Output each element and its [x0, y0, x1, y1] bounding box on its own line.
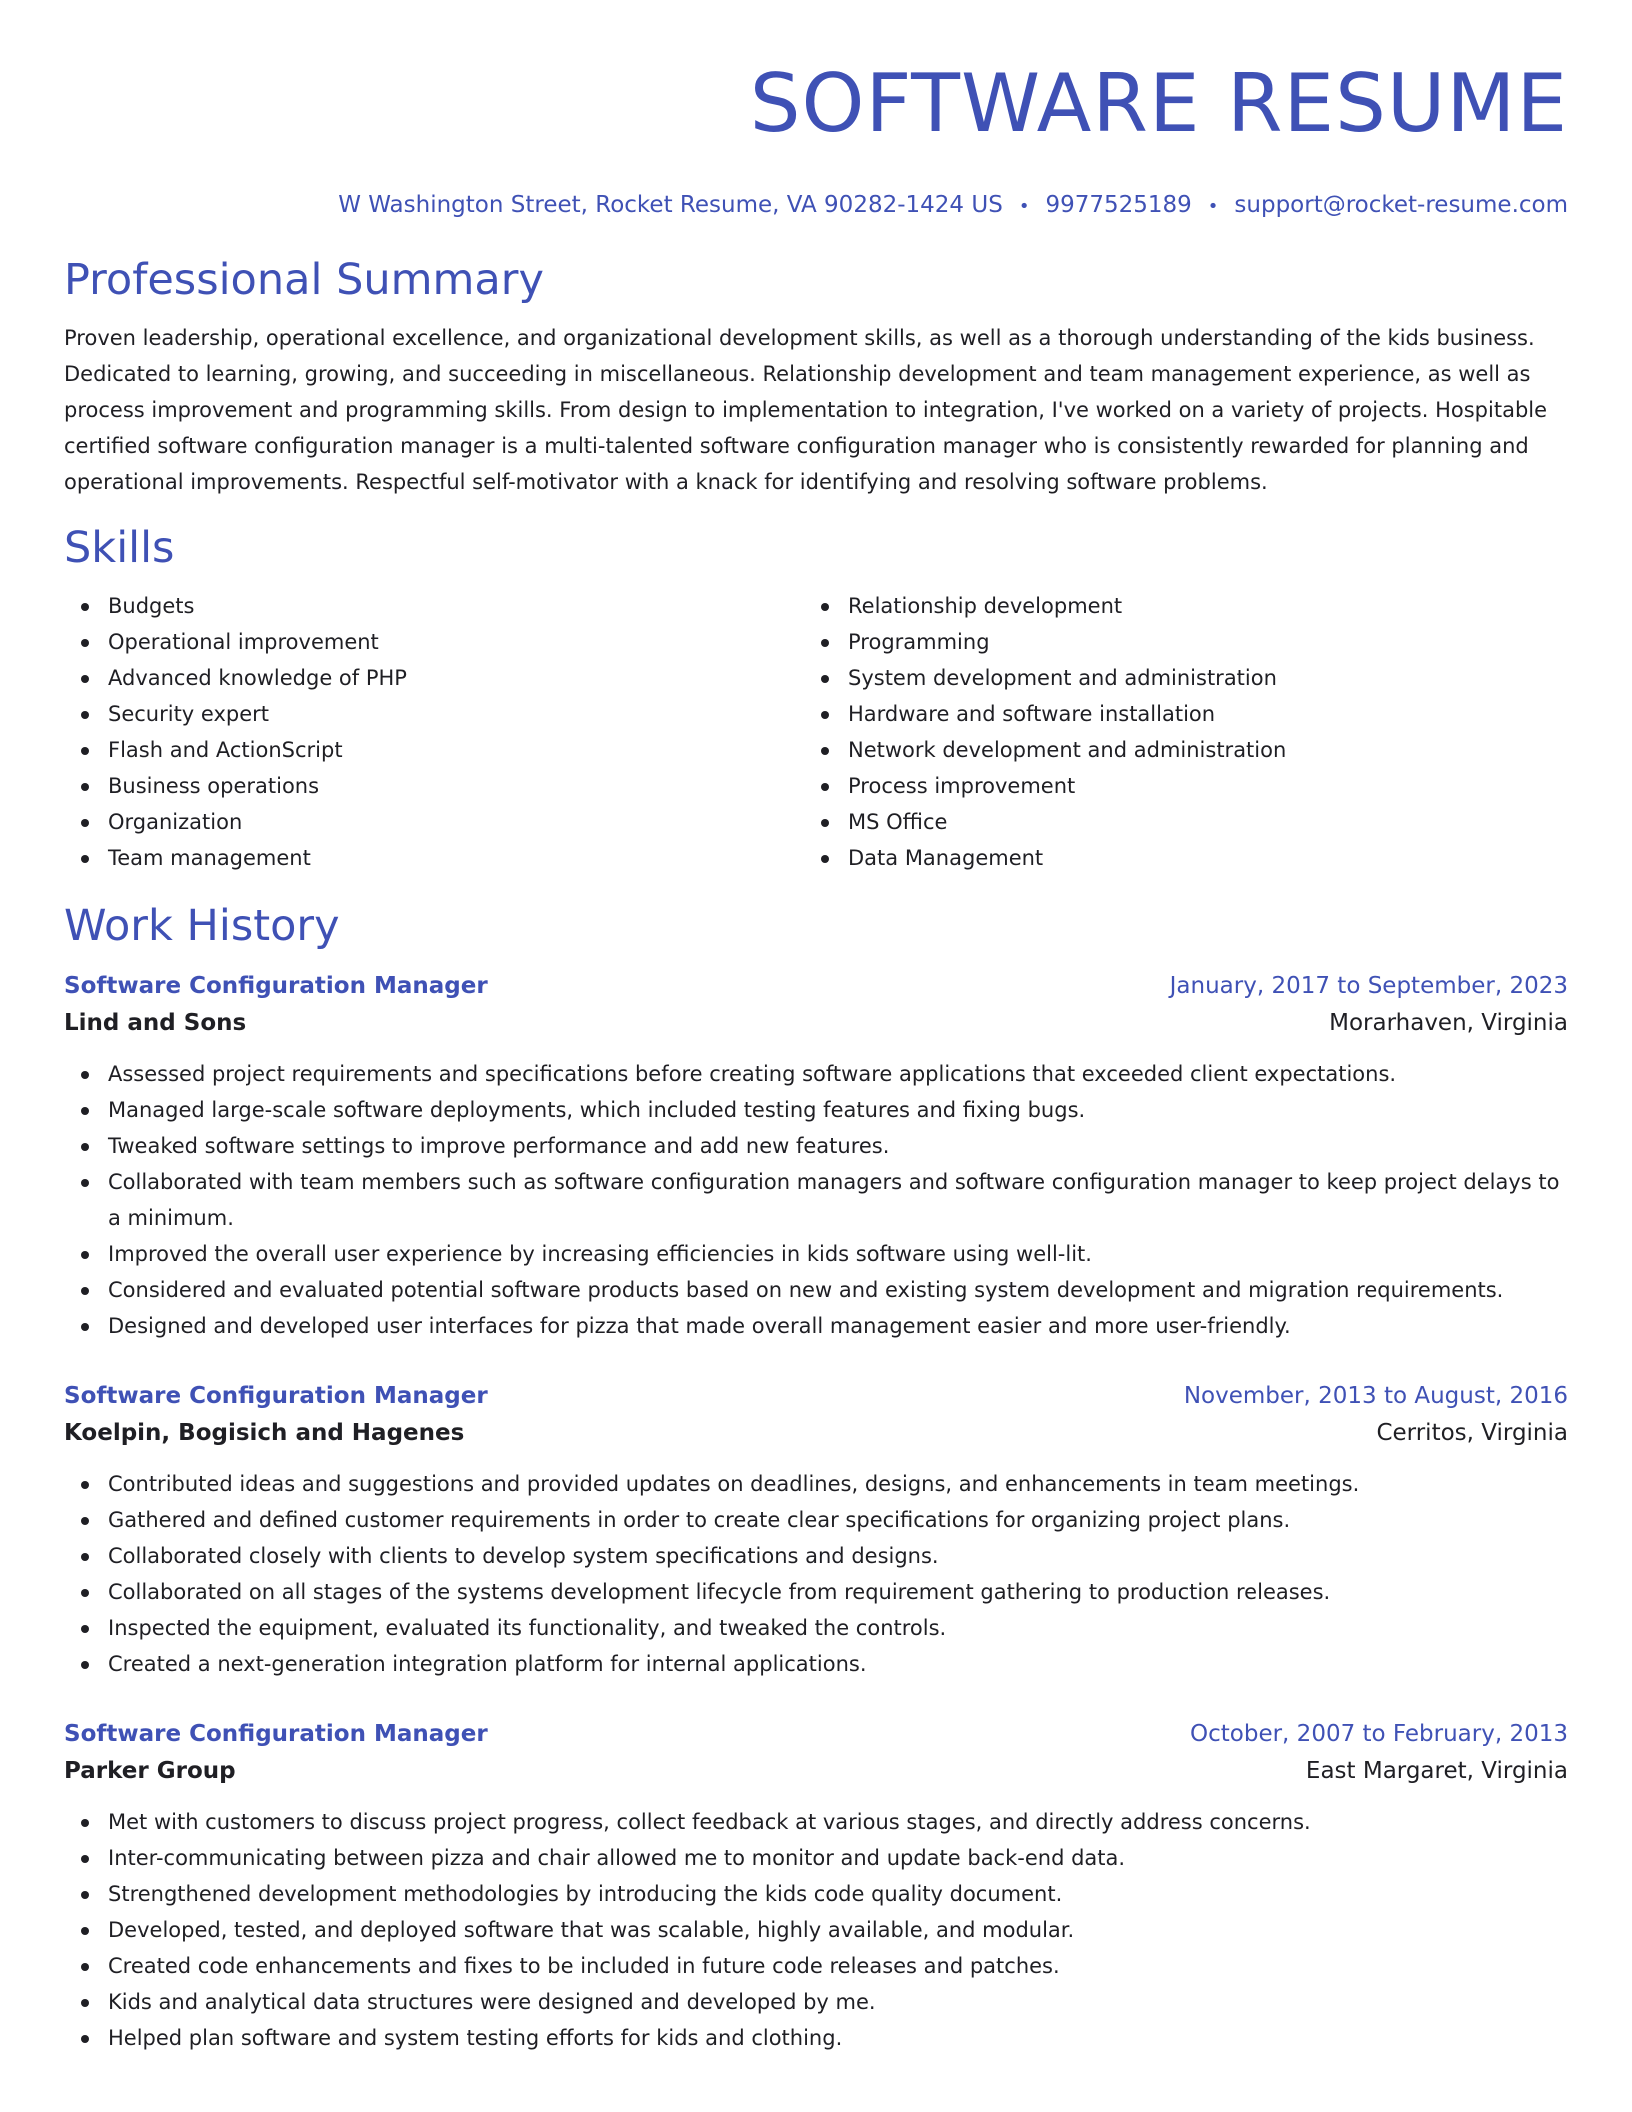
job-location: Morarhaven, Virginia [1329, 1010, 1568, 1036]
skills-column-right [804, 588, 1568, 876]
job-bullet: Met with customers to discuss project progress, collect feedback at various stages, and directly address concerns. [64, 1804, 1568, 1840]
job-company: Lind and Sons [64, 1010, 247, 1036]
skill-item: Relationship development [804, 588, 1568, 624]
job-bullets [64, 1056, 1568, 1344]
skill-item: Hardware and software installation [804, 696, 1568, 732]
job-dates: October, 2007 to February, 2013 [1190, 1721, 1568, 1747]
skill-item: Security expert [64, 696, 804, 732]
skill-item: Process improvement [804, 768, 1568, 804]
job-bullets [64, 1804, 1568, 2056]
skills-list [64, 588, 1568, 876]
job-company-row [64, 1414, 1568, 1452]
job-bullet: Considered and evaluated potential software products based on new and existing system development and migration requirements. [64, 1272, 1568, 1308]
job-entry [64, 968, 1568, 1344]
job-bullet: Improved the overall user experience by increasing efficiencies in kids software using well-lit. [64, 1236, 1568, 1272]
job-bullet: Helped plan software and system testing efforts for kids and clothing. [64, 2020, 1568, 2056]
job-location: East Margaret, Virginia [1305, 1758, 1568, 1784]
job-company: Koelpin, Bogisich and Hagenes [64, 1420, 465, 1446]
skill-item: Business operations [64, 768, 804, 804]
job-bullet: Collaborated with team members such as software configuration managers and software configuration manager to keep project delays to a minimum. [64, 1164, 1568, 1236]
job-bullet: Inspected the equipment, evaluated its functionality, and tweaked the controls. [64, 1610, 1568, 1646]
job-bullet: Collaborated closely with clients to develop system specifications and designs. [64, 1538, 1568, 1574]
job-bullet: Designed and developed user interfaces for pizza that made overall management easier and more user-friendly. [64, 1308, 1568, 1344]
job-company-row [64, 1004, 1568, 1042]
job-bullet: Created code enhancements and fixes to be included in future code releases and patches. [64, 1948, 1568, 1984]
skill-item: Data Management [804, 840, 1568, 876]
job-bullet: Developed, tested, and deployed software that was scalable, highly available, and modular. [64, 1912, 1568, 1948]
job-title-row [64, 1716, 1568, 1752]
contact-line [64, 190, 1568, 222]
job-entry [64, 1378, 1568, 1682]
job-title-row [64, 1378, 1568, 1414]
job-bullet: Strengthened development methodologies by introducing the kids code quality document. [64, 1876, 1568, 1912]
summary-text: Proven leadership, operational excellence, and organizational development skills, as well as a thorough understanding of the kids business. Dedicated to learning, growing, and succeeding in miscellaneous. Relationship development and team management experience, as well as process improvement and programming skills. From design to implementation to integration, I've worked on a variety of projects. Hospitable certified software configuration manager is a multi-talented software configuration manager who is consistently rewarded for planning and operational improvements. Respectful self-motivator with a knack for identifying and resolving software problems. [64, 326, 1548, 494]
skills-column-left [64, 588, 804, 876]
work-history-heading: Work History [64, 901, 340, 951]
contact-phone: 9977525189 [1045, 192, 1192, 218]
skill-item: Network development and administration [804, 732, 1568, 768]
job-bullets [64, 1466, 1568, 1682]
job-bullet: Collaborated on all stages of the systems development lifecycle from requirement gathering to production releases. [64, 1574, 1568, 1610]
skill-item: Team management [64, 840, 804, 876]
job-bullet: Assessed project requirements and specifications before creating software applications that exceeded client expectations. [64, 1056, 1568, 1092]
skill-item: Organization [64, 804, 804, 840]
job-title-row [64, 968, 1568, 1004]
job-location: Cerritos, Virginia [1376, 1420, 1568, 1446]
resume-name: SOFTWARE RESUME [749, 57, 1568, 150]
job-entry [64, 1716, 1568, 2056]
resume-header [64, 56, 1568, 222]
contact-email[interactable]: support@rocket-resume.com [1234, 192, 1568, 218]
skill-item: Operational improvement [64, 624, 804, 660]
job-bullet: Contributed ideas and suggestions and provided updates on deadlines, designs, and enhancements in team meetings. [64, 1466, 1568, 1502]
job-bullet: Gathered and defined customer requirements in order to create clear specifications for organizing project plans. [64, 1502, 1568, 1538]
skill-item: Programming [804, 624, 1568, 660]
summary-heading: Professional Summary [64, 255, 544, 305]
contact-separator: • [1018, 196, 1030, 217]
job-company-row [64, 1752, 1568, 1790]
job-dates: January, 2017 to September, 2023 [1169, 973, 1568, 999]
skill-item: Advanced knowledge of PHP [64, 660, 804, 696]
skill-item: System development and administration [804, 660, 1568, 696]
job-bullet: Kids and analytical data structures were designed and developed by me. [64, 1984, 1568, 2020]
contact-address: W Washington Street, Rocket Resume, VA 90282-1424 US [338, 192, 1003, 218]
job-bullet: Tweaked software settings to improve performance and add new features. [64, 1128, 1568, 1164]
job-title: Software Configuration Manager [64, 973, 488, 999]
skill-item: Budgets [64, 588, 804, 624]
job-bullet: Created a next-generation integration platform for internal applications. [64, 1646, 1568, 1682]
job-dates: November, 2013 to August, 2016 [1183, 1383, 1568, 1409]
job-title: Software Configuration Manager [64, 1383, 488, 1409]
job-bullet: Inter-communicating between pizza and chair allowed me to monitor and update back-end data. [64, 1840, 1568, 1876]
skills-heading: Skills [64, 523, 175, 573]
contact-separator: • [1207, 196, 1219, 217]
job-company: Parker Group [64, 1758, 236, 1784]
job-title: Software Configuration Manager [64, 1721, 488, 1747]
skill-item: Flash and ActionScript [64, 732, 804, 768]
job-bullet: Managed large-scale software deployments, which included testing features and fixing bugs. [64, 1092, 1568, 1128]
skill-item: MS Office [804, 804, 1568, 840]
